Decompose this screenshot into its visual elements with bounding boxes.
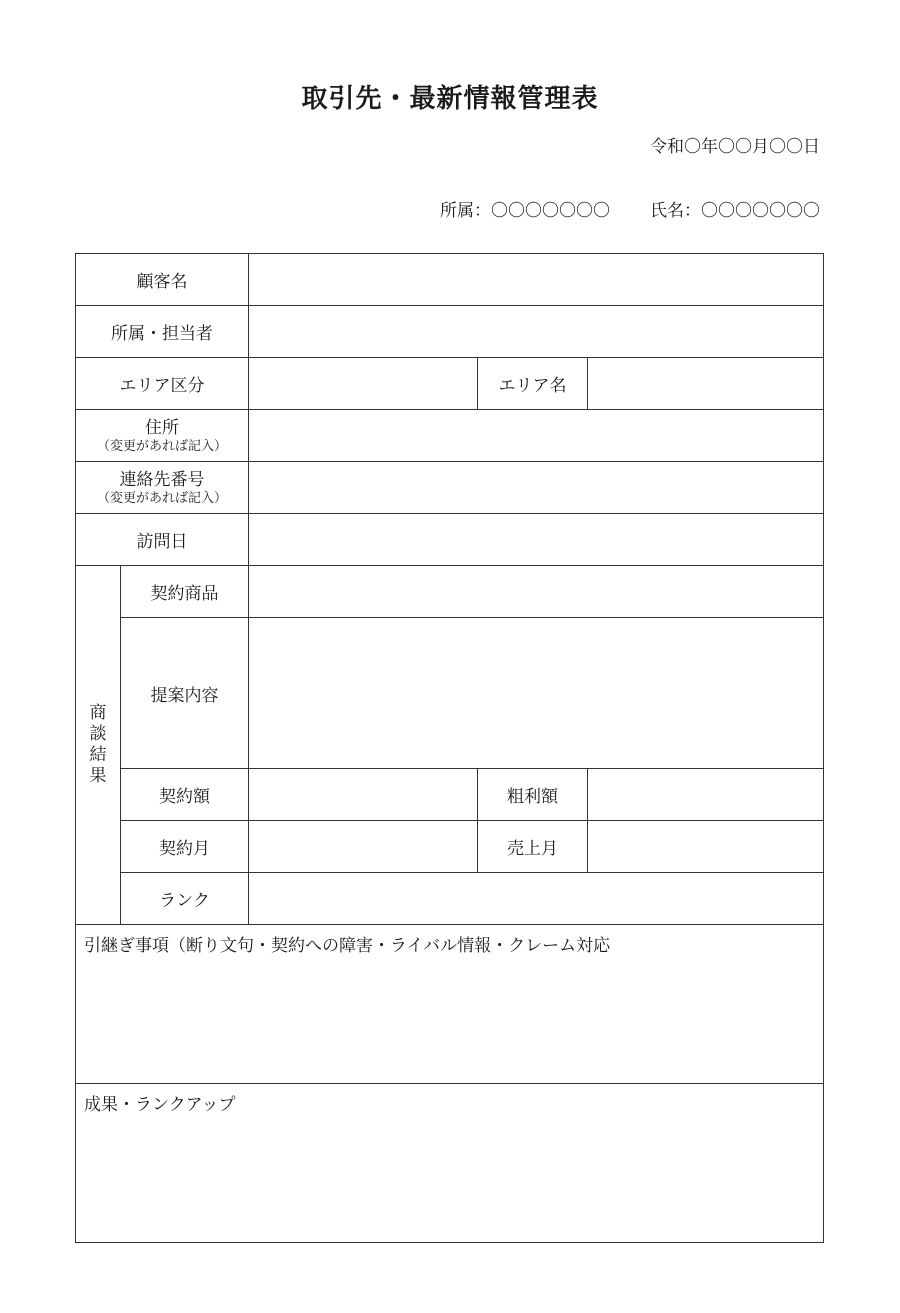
label-contact-number [76,462,249,514]
input-contact-number[interactable] [249,462,824,514]
input-gross-profit[interactable] [588,769,824,821]
row-visit-date [76,514,824,566]
label-negotiation-result [76,566,121,925]
row-handover [76,925,824,1084]
label-contact-note: （変更があれば記入） [96,490,227,506]
input-sales-month[interactable] [588,821,824,873]
row-affiliation-contact [76,306,824,358]
input-customer-name[interactable] [249,254,824,306]
input-visit-date[interactable] [249,514,824,566]
input-contract-month[interactable] [249,821,478,873]
label-contract-month: 契約月 [121,821,249,873]
row-amounts [76,769,824,821]
row-customer-name [76,254,824,306]
label-visit-date: 訪問日 [76,514,249,566]
row-contract-product [76,566,824,618]
label-contract-amount: 契約額 [121,769,249,821]
input-rank[interactable] [249,873,824,925]
row-proposal [76,618,824,769]
input-area-name[interactable] [588,358,824,410]
page-title: 取引先・最新情報管理表 [301,84,599,114]
label-results: 成果・ランクアップ [84,1095,236,1115]
row-address [76,410,824,462]
author-line [440,196,820,221]
label-proposal: 提案内容 [121,618,249,769]
input-contract-product[interactable] [249,566,824,618]
row-months [76,821,824,873]
input-handover[interactable] [76,925,824,1084]
label-address [76,410,249,462]
label-sales-month: 売上月 [478,821,588,873]
label-rank: ランク [121,873,249,925]
vertical-char: 果 [89,766,107,786]
input-proposal[interactable] [249,618,824,769]
row-results [76,1084,824,1243]
label-contract-product: 契約商品 [121,566,249,618]
label-handover: 引継ぎ事項（断り文句・契約への障害・ライバル情報・クレーム対応 [84,936,611,956]
label-contact-main: 連絡先番号 [119,469,205,490]
vertical-char: 商 [89,703,107,723]
label-customer-name: 顧客名 [76,254,249,306]
label-address-main: 住所 [145,417,179,438]
info-form-table [75,253,824,1243]
label-affiliation-contact: 所属・担当者 [76,306,249,358]
label-address-note: （変更があれば記入） [96,438,227,454]
name-text: 氏名：〇〇〇〇〇〇〇 [650,201,820,221]
label-area-name: エリア名 [478,358,588,410]
vertical-char: 談 [89,724,107,744]
input-results[interactable] [76,1084,824,1243]
affiliation-text: 所属：〇〇〇〇〇〇〇 [440,201,610,221]
input-area-category[interactable] [249,358,478,410]
date-field: 令和〇年〇〇月〇〇日 [650,137,820,157]
row-area [76,358,824,410]
input-contract-amount[interactable] [249,769,478,821]
row-contact-number [76,462,824,514]
label-gross-profit: 粗利額 [478,769,588,821]
input-address[interactable] [249,410,824,462]
row-rank [76,873,824,925]
label-area-category: エリア区分 [76,358,249,410]
vertical-char: 結 [89,745,107,765]
input-affiliation-contact[interactable] [249,306,824,358]
